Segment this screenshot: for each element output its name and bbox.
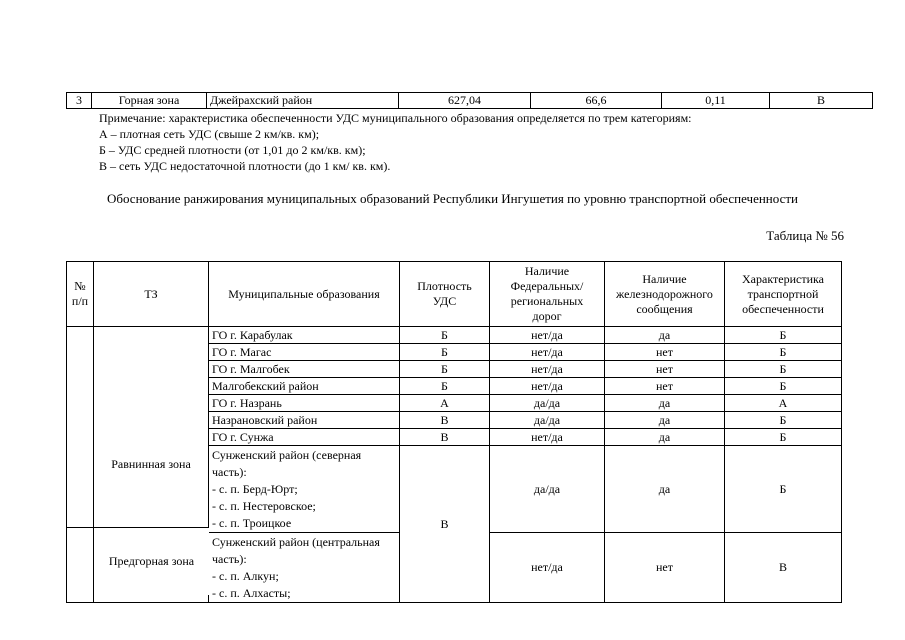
continuation-table (66, 92, 873, 109)
roads-cell: нет/да (490, 344, 605, 361)
rail-cell: нет (605, 361, 725, 378)
rail-cell: да (605, 429, 725, 446)
zone-cell: Равнинная зона (94, 327, 209, 603)
characteristic-cell: Б (725, 361, 842, 378)
section-heading: Обоснование ранжирования муниципальных образований Республики Ингушетия по уровню транспортной обеспеченности (106, 191, 798, 206)
roads-cell: нет/да (490, 361, 605, 378)
value-cell: 0,11 (662, 93, 770, 109)
table-row (67, 93, 873, 109)
rail-cell: нет (605, 378, 725, 395)
zone-cell: Предгорная зона (108, 554, 195, 568)
row-number: 3 (67, 93, 92, 109)
municipality-cell: ГО г. Сунжа (209, 429, 400, 446)
value-cell: 627,04 (399, 93, 531, 109)
roads-cell: нет/да (490, 327, 605, 344)
header-characteristic: Характеристика транспортной обеспеченности (725, 262, 842, 327)
characteristic-cell: А (725, 395, 842, 412)
municipality-cell: ГО г. Малгобек (209, 361, 400, 378)
density-cell: В (400, 446, 490, 603)
municipality-cell: ГО г. Назрань (209, 395, 400, 412)
characteristic-cell: Б (725, 446, 842, 533)
municipality-cell: Малгобекский район (209, 378, 400, 395)
note-line: Примечание: характеристика обеспеченности УДС муниципального образования определяется по трем категориям: (99, 111, 692, 125)
density-cell: Б (400, 378, 490, 395)
characteristic-cell: Б (725, 429, 842, 446)
density-cell: А (400, 395, 490, 412)
density-cell: Б (400, 344, 490, 361)
roads-cell: нет/да (490, 378, 605, 395)
characteristic-cell: Б (725, 412, 842, 429)
municipality-cell: Назрановский район (209, 412, 400, 429)
municipality-cell: ГО г. Карабулак (209, 327, 400, 344)
header-roads: Наличие Федеральных/ региональных дорог (490, 262, 605, 327)
header-municipalities: Муниципальные образования (209, 262, 400, 327)
characteristic-cell: Б (725, 344, 842, 361)
category-cell: В (770, 93, 873, 109)
density-cell: В (400, 412, 490, 429)
municipality-cell: Сунженский район (северная часть): - с. п. Берд-Юрт; - с. п. Нестеровское; - с. п. Троицкое (209, 446, 400, 533)
header-number: № п/п (67, 262, 94, 327)
density-cell: Б (400, 327, 490, 344)
table-header-row (67, 262, 842, 327)
table-row (67, 327, 842, 344)
roads-cell: да/да (490, 412, 605, 429)
density-cell: В (400, 429, 490, 446)
characteristic-cell: Б (725, 327, 842, 344)
rail-cell: да (605, 395, 725, 412)
municipality-cell: Джейрахский район (207, 93, 399, 109)
characteristic-cell: В (725, 533, 842, 603)
note-line: Б – УДС средней плотности (от 1,01 до 2 км/кв. км); (99, 143, 366, 157)
roads-cell: нет/да (490, 533, 605, 603)
note-line: В – сеть УДС недостаточной плотности (до 1 км/ кв. км). (99, 159, 391, 173)
rail-cell: да (605, 412, 725, 429)
note-line: А – плотная сеть УДС (свыше 2 км/кв. км); (99, 127, 320, 141)
roads-cell: да/да (490, 446, 605, 533)
characteristic-cell: Б (725, 378, 842, 395)
table-number: Таблица № 56 (766, 228, 844, 243)
header-rail: Наличие железнодорожного сообщения (605, 262, 725, 327)
header-tz: ТЗ (94, 262, 209, 327)
foothill-zone-overlay (66, 527, 208, 594)
rail-cell: нет (605, 344, 725, 361)
density-cell: Б (400, 361, 490, 378)
roads-cell: нет/да (490, 429, 605, 446)
municipality-cell: Сунженский район (центральная часть): - с. п. Алкун; - с. п. Алхасты; (209, 533, 400, 603)
municipality-cell: ГО г. Магас (209, 344, 400, 361)
rail-cell: нет (605, 533, 725, 603)
rail-cell: да (605, 446, 725, 533)
rail-cell: да (605, 327, 725, 344)
value-cell: 66,6 (531, 93, 662, 109)
zone-cell: Горная зона (92, 93, 207, 109)
header-density: Плотность УДС (400, 262, 490, 327)
roads-cell: да/да (490, 395, 605, 412)
